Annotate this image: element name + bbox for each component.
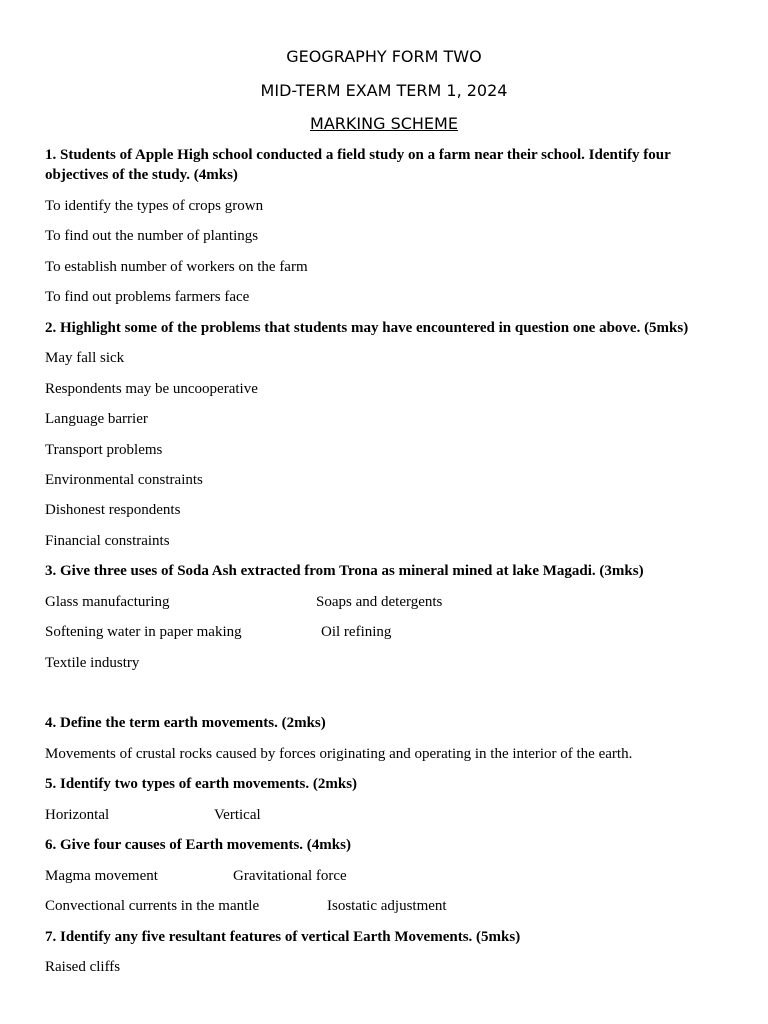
answer-line: Environmental constraints — [45, 472, 203, 488]
answer-line: Raised cliffs — [45, 959, 121, 975]
answer-line: To establish number of workers on the farm — [45, 259, 308, 275]
answer-row — [45, 622, 735, 642]
question-2: 2. Highlight some of the problems that students may have encountered in question one above. (5mks) — [45, 320, 689, 336]
question-3: 3. Give three uses of Soda Ash extracted from Trona as mineral mined at lake Magadi. (3mks) — [45, 563, 644, 579]
answer-line: Convectional currents in the mantle — [45, 898, 260, 914]
answer-line: Softening water in paper making — [45, 624, 242, 640]
question-7: 7. Identify any five resultant features of vertical Earth Movements. (5mks) — [45, 929, 521, 945]
answer-line: Glass manufacturing — [45, 594, 170, 610]
answer-line: Horizontal — [45, 807, 110, 823]
answer-line: Oil refining — [321, 624, 392, 640]
answer-line: Transport problems — [45, 442, 163, 458]
question-5: 5. Identify two types of earth movements. (2mks) — [45, 776, 358, 792]
exam-subtitle: MID-TERM EXAM TERM 1, 2024 — [260, 81, 508, 100]
answer-row — [45, 896, 735, 916]
question-4: 4. Define the term earth movements. (2mks) — [45, 715, 326, 731]
answer-line: To find out the number of plantings — [45, 228, 259, 244]
answer-line: Movements of crustal rocks caused by forces originating and operating in the interior of the earth. — [45, 746, 633, 762]
answer-line: Soaps and detergents — [316, 594, 443, 610]
answer-line: Language barrier — [45, 411, 148, 427]
marking-scheme-heading: MARKING SCHEME — [310, 114, 458, 133]
answer-line: Textile industry — [45, 655, 140, 671]
question-6: 6. Give four causes of Earth movements. (4mks) — [45, 837, 351, 853]
answer-line: Dishonest respondents — [45, 502, 181, 518]
answer-line: Vertical — [214, 807, 261, 823]
answer-line: To identify the types of crops grown — [45, 198, 264, 214]
answer-line: Magma movement — [45, 868, 158, 884]
answer-row — [45, 866, 735, 886]
answer-line: Isostatic adjustment — [327, 898, 447, 914]
answer-line: Financial constraints — [45, 533, 170, 549]
answer-row — [45, 592, 735, 612]
document-title: GEOGRAPHY FORM TWO — [286, 47, 482, 66]
question-1: 1. Students of Apple High school conducted a field study on a farm near their school. Identify four objectives of the study. (4mks) — [45, 147, 671, 183]
answer-line: May fall sick — [45, 350, 125, 366]
answer-line: Respondents may be uncooperative — [45, 381, 258, 397]
answer-line: Gravitational force — [233, 868, 347, 884]
answer-line: To find out problems farmers face — [45, 289, 250, 305]
answer-row — [45, 805, 735, 825]
